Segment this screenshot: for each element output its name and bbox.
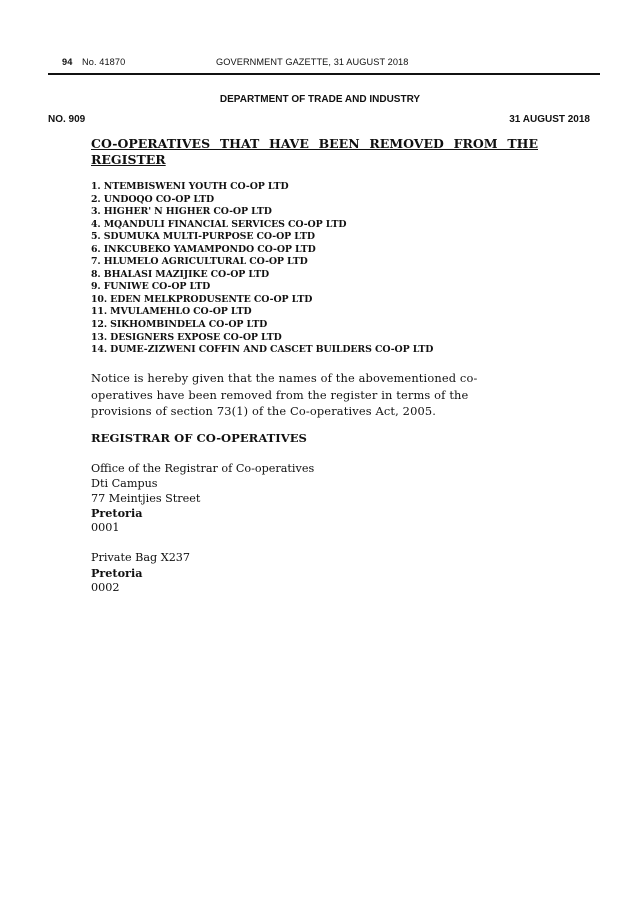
list-item: 2. UNDOQO CO-OP LTD xyxy=(91,193,215,205)
address-private-bag: Private Bag X237 xyxy=(91,550,191,564)
notice-paragraph: Notice is hereby given that the names of the abovementioned co-operatives have been removed from the register in terms of the provisions of section 73(1) of the Co-operatives Act, 2005. xyxy=(91,371,478,418)
notice-number: NO. 909 xyxy=(48,114,86,125)
list-item: 3. HIGHER' N HIGHER CO-OP LTD xyxy=(91,206,272,218)
list-item: 10. EDEN MELKPRODUSENTE CO-OP LTD xyxy=(91,293,313,305)
list-item: 12. SIKHOMBINDELA CO-OP LTD xyxy=(91,319,268,331)
list-item: 1. NTEMBISWENI YOUTH CO-OP LTD xyxy=(91,181,289,192)
registrar-address xyxy=(91,462,314,595)
address-city-2: Pretoria xyxy=(91,565,143,580)
list-item: 9. FUNIWE CO-OP LTD xyxy=(91,281,211,293)
gazette-number: No. 41870 xyxy=(82,57,126,67)
list-item: 7. HLUMELO AGRICULTURAL CO-OP LTD xyxy=(91,256,308,268)
notice-heading: CO-OPERATIVES THAT HAVE BEEN REMOVED FROM THE REGISTER xyxy=(91,136,538,167)
address-street: 77 Meintjies Street xyxy=(91,491,201,505)
registrar-title: REGISTRAR OF CO-OPERATIVES xyxy=(91,431,307,445)
gazette-title: GOVERNMENT GAZETTE, 31 AUGUST 2018 xyxy=(216,57,409,67)
header-rule xyxy=(48,73,600,75)
cooperatives-list xyxy=(91,181,433,357)
address-office: Office of the Registrar of Co-operatives xyxy=(91,462,315,475)
list-item: 14. DUME-ZIZWENI COFFIN AND CASCET BUILDERS CO-OP LTD xyxy=(91,344,434,356)
address-campus: Dti Campus xyxy=(91,476,158,490)
department-title: DEPARTMENT OF TRADE AND INDUSTRY xyxy=(219,94,421,105)
page-number: 94 xyxy=(62,57,73,67)
list-item: 11. MVULAMEHLO CO-OP LTD xyxy=(91,306,252,318)
address-city: Pretoria xyxy=(91,506,143,521)
list-item: 5. SDUMUKA MULTI-PURPOSE CO-OP LTD xyxy=(91,231,315,243)
address-postal-code: 0001 xyxy=(91,521,120,535)
list-item: 8. BHALASI MAZIJIKE CO-OP LTD xyxy=(91,268,270,280)
running-head xyxy=(48,57,598,71)
notice-date: 31 AUGUST 2018 xyxy=(509,114,590,125)
address-postal-code-2: 0002 xyxy=(91,580,120,594)
list-item: 13. DESIGNERS EXPOSE CO-OP LTD xyxy=(91,331,282,343)
list-item: 6. INKCUBEKO YAMAMPONDO CO-OP LTD xyxy=(91,243,316,255)
list-item: 4. MQANDULI FINANCIAL SERVICES CO-OP LTD xyxy=(91,218,347,230)
address-spacer xyxy=(91,536,314,551)
